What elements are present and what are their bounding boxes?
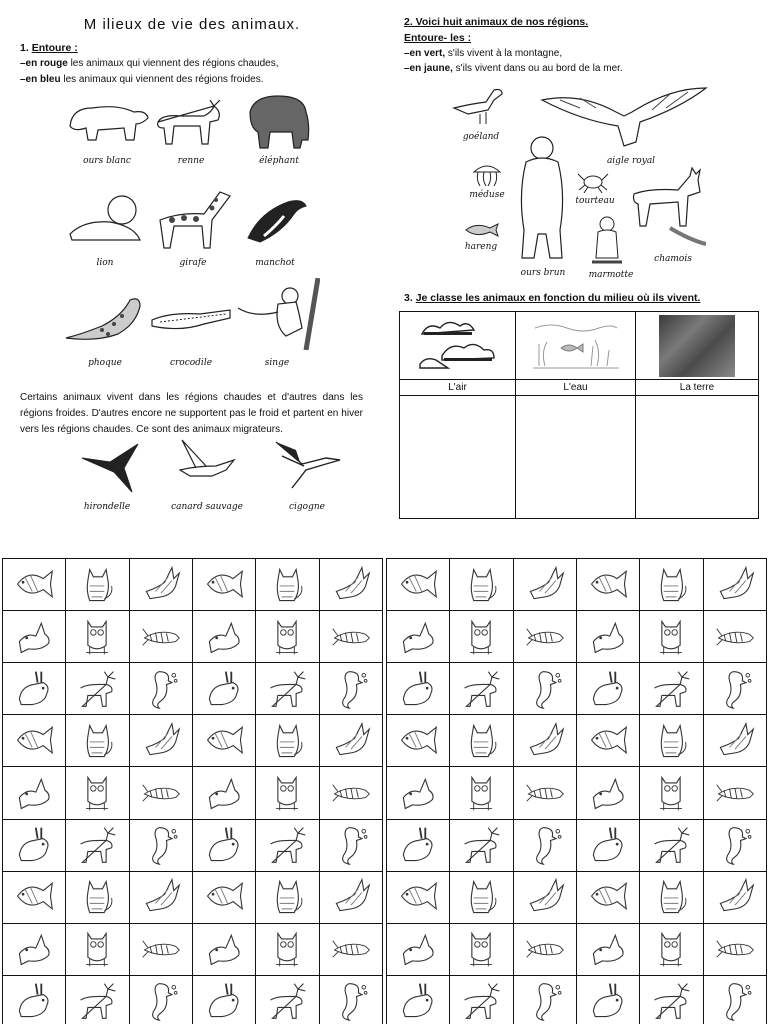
section3-title: Je classe les animaux en fonction du milieu où ils vivent.	[415, 292, 701, 304]
animal-card-dove	[387, 924, 450, 976]
lion-drawing	[64, 192, 144, 246]
column-air: L'air	[400, 380, 516, 396]
animal-card-dove	[193, 767, 256, 819]
seahorse-icon	[329, 980, 373, 1022]
cat-icon	[75, 876, 119, 918]
animal-card-dove	[577, 611, 640, 663]
marmot-drawing	[592, 214, 622, 266]
animal-card-rabbit	[577, 820, 640, 872]
animal-card-reindeer	[450, 976, 513, 1024]
shrimp-icon	[523, 772, 567, 814]
reindeer-icon	[649, 824, 693, 866]
migration-text: Certains animaux vivent dans les régions chaudes et d'autres dans les régions froides. D'autres encore ne supportent pas le froid et partent en hiver vers les régions chaudes. Ce sont des animaux migrateurs.	[20, 392, 363, 435]
animal-card-seahorse	[130, 976, 193, 1024]
fish-icon	[396, 564, 440, 606]
bird-icon	[139, 720, 183, 762]
dove-icon	[202, 928, 246, 970]
elephant-drawing	[244, 92, 316, 152]
animal-card-shrimp	[320, 924, 383, 976]
reindeer-drawing	[152, 100, 230, 148]
seahorse-icon	[713, 824, 757, 866]
blue-text: les animaux qui viennent des régions froides.	[60, 74, 264, 85]
animal-card-cat	[640, 715, 703, 767]
animal-card-dove	[3, 611, 66, 663]
animal-card-rabbit	[3, 976, 66, 1024]
seahorse-icon	[139, 980, 183, 1022]
animal-card-rabbit	[193, 976, 256, 1024]
animal-card-bird	[130, 715, 193, 767]
animal-card-fish	[387, 559, 450, 611]
animal-card-bird	[704, 872, 767, 924]
animal-card-reindeer	[450, 820, 513, 872]
animal-card-dove	[193, 924, 256, 976]
shrimp-icon	[523, 928, 567, 970]
owl-icon	[649, 928, 693, 970]
bird-icon	[523, 720, 567, 762]
penguin-drawing	[240, 192, 310, 246]
owl-icon	[649, 772, 693, 814]
jellyfish-drawing	[470, 160, 504, 188]
cat-icon	[265, 564, 309, 606]
animal-card-shrimp	[130, 924, 193, 976]
animal-label-renne: renne	[177, 156, 205, 166]
animal-card-dove	[3, 767, 66, 819]
animal-card-shrimp	[514, 924, 577, 976]
animal-card-owl	[66, 924, 129, 976]
animal-card-cat	[450, 872, 513, 924]
reindeer-icon	[459, 668, 503, 710]
animal-card-shrimp	[514, 611, 577, 663]
section2-instruction-yellow	[404, 63, 623, 74]
animal-card-owl	[66, 611, 129, 663]
owl-icon	[75, 772, 119, 814]
animal-card-reindeer	[66, 663, 129, 715]
crab-drawing	[576, 168, 610, 194]
reindeer-icon	[75, 668, 119, 710]
reindeer-icon	[649, 668, 693, 710]
owl-icon	[649, 616, 693, 658]
animal-card-fish	[193, 715, 256, 767]
dove-icon	[586, 928, 630, 970]
fish-icon	[202, 876, 246, 918]
cat-icon	[75, 720, 119, 762]
animal-card-seahorse	[320, 820, 383, 872]
dove-icon	[396, 772, 440, 814]
animal-card-reindeer	[450, 663, 513, 715]
section2-instruction-green	[404, 48, 562, 59]
clouds-icon	[418, 316, 498, 372]
animal-card-reindeer	[256, 663, 319, 715]
crocodile-drawing	[150, 298, 232, 338]
bird-icon	[329, 564, 373, 606]
animal-card-reindeer	[256, 820, 319, 872]
cat-icon	[649, 720, 693, 762]
cat-icon	[459, 720, 503, 762]
rabbit-icon	[586, 980, 630, 1022]
animal-card-rabbit	[193, 820, 256, 872]
bird-icon	[523, 564, 567, 606]
seahorse-icon	[139, 824, 183, 866]
animal-card-fish	[3, 872, 66, 924]
animal-card-rabbit	[3, 820, 66, 872]
reindeer-icon	[265, 824, 309, 866]
animal-card-rabbit	[3, 663, 66, 715]
animal-card-fish	[387, 872, 450, 924]
reindeer-icon	[649, 980, 693, 1022]
animal-card-rabbit	[577, 663, 640, 715]
animal-card-shrimp	[704, 924, 767, 976]
animal-label-crocodile: crocodile	[169, 358, 213, 368]
animal-card-dove	[193, 611, 256, 663]
stork-drawing	[272, 436, 342, 492]
bird-icon	[713, 876, 757, 918]
animal-card-cat	[66, 715, 129, 767]
fish-icon	[202, 564, 246, 606]
animal-card-bird	[704, 715, 767, 767]
seahorse-icon	[523, 980, 567, 1022]
rabbit-icon	[12, 824, 56, 866]
seahorse-icon	[713, 980, 757, 1022]
bird-icon	[329, 720, 373, 762]
yellow-text: s'ils vivent dans ou au bord de la mer.	[452, 63, 623, 74]
column-land: La terre	[636, 380, 759, 396]
reindeer-icon	[265, 668, 309, 710]
animal-card-dove	[577, 767, 640, 819]
section1-instruction-blue	[20, 74, 263, 85]
animal-card-shrimp	[130, 767, 193, 819]
animal-card-shrimp	[704, 611, 767, 663]
animal-card-cat	[66, 559, 129, 611]
dove-icon	[202, 616, 246, 658]
animal-card-reindeer	[66, 976, 129, 1024]
animal-card-grid-right	[386, 558, 767, 1024]
bird-icon	[139, 876, 183, 918]
animal-card-grid-left	[2, 558, 383, 1024]
section3-heading	[404, 292, 700, 304]
dove-icon	[12, 616, 56, 658]
cat-icon	[459, 876, 503, 918]
chamois-drawing	[630, 166, 706, 248]
animal-label-hirondelle: hirondelle	[83, 502, 131, 512]
swallow-drawing	[80, 438, 142, 494]
animal-card-owl	[450, 767, 513, 819]
animal-card-owl	[640, 767, 703, 819]
shrimp-icon	[329, 616, 373, 658]
seagull-drawing	[450, 82, 506, 126]
animal-label-singe: singe	[264, 358, 290, 368]
dove-icon	[12, 772, 56, 814]
dove-icon	[396, 616, 440, 658]
animal-label-ours-brun: ours brun	[520, 268, 566, 278]
section1-heading	[20, 42, 78, 54]
page-title: M ilieux de vie des animaux.	[83, 16, 301, 33]
classification-table	[399, 311, 759, 519]
animal-card-cat	[450, 559, 513, 611]
shrimp-icon	[523, 616, 567, 658]
section2-heading	[404, 16, 588, 28]
cat-icon	[265, 876, 309, 918]
fish-icon	[12, 876, 56, 918]
animal-card-cat	[66, 872, 129, 924]
animal-card-owl	[450, 924, 513, 976]
animal-card-owl	[256, 924, 319, 976]
animal-card-fish	[193, 872, 256, 924]
animal-label-tourteau: tourteau	[575, 196, 615, 206]
rabbit-icon	[396, 824, 440, 866]
animal-card-shrimp	[514, 767, 577, 819]
rabbit-icon	[12, 668, 56, 710]
rabbit-icon	[586, 668, 630, 710]
animal-label-goeland: goéland	[462, 132, 500, 142]
animal-card-dove	[3, 924, 66, 976]
animal-card-cat	[640, 872, 703, 924]
animal-card-bird	[130, 872, 193, 924]
animal-label-girafe: girafe	[179, 258, 207, 268]
rabbit-icon	[586, 824, 630, 866]
reindeer-icon	[459, 980, 503, 1022]
animal-card-owl	[66, 767, 129, 819]
shrimp-icon	[329, 928, 373, 970]
shrimp-icon	[713, 772, 757, 814]
seahorse-icon	[329, 824, 373, 866]
polar-bear-drawing	[62, 96, 154, 146]
animal-card-cat	[640, 559, 703, 611]
red-label: –en rouge	[20, 58, 68, 69]
animal-card-shrimp	[320, 611, 383, 663]
cat-icon	[75, 564, 119, 606]
animal-card-bird	[130, 559, 193, 611]
owl-icon	[265, 616, 309, 658]
animal-card-seahorse	[704, 820, 767, 872]
rabbit-icon	[202, 824, 246, 866]
animal-card-seahorse	[320, 976, 383, 1024]
animal-card-fish	[577, 872, 640, 924]
wild-duck-drawing	[176, 436, 238, 492]
seahorse-icon	[523, 668, 567, 710]
reindeer-icon	[265, 980, 309, 1022]
animal-card-bird	[514, 715, 577, 767]
reindeer-icon	[459, 824, 503, 866]
animal-label-lion: lion	[96, 258, 114, 268]
animal-card-bird	[320, 715, 383, 767]
green-text: s'ils vivent à la montagne,	[445, 48, 563, 59]
animal-card-reindeer	[640, 820, 703, 872]
cat-icon	[649, 564, 693, 606]
animal-card-seahorse	[130, 820, 193, 872]
blue-label: –en bleu	[20, 74, 61, 85]
bird-icon	[329, 876, 373, 918]
animal-label-ours-blanc: ours blanc	[83, 156, 131, 166]
yellow-label: –en jaune,	[404, 63, 453, 74]
land-image-cell	[636, 312, 759, 380]
seahorse-icon	[713, 668, 757, 710]
animal-card-cat	[256, 559, 319, 611]
animal-card-seahorse	[704, 976, 767, 1024]
animal-card-shrimp	[130, 611, 193, 663]
animal-card-owl	[256, 767, 319, 819]
section2-title: 2. Voici huit animaux de nos régions.	[404, 16, 589, 28]
air-image-cell	[400, 312, 516, 380]
animal-card-bird	[704, 559, 767, 611]
animal-card-seahorse	[514, 663, 577, 715]
owl-icon	[75, 616, 119, 658]
cat-icon	[649, 876, 693, 918]
animal-card-bird	[320, 872, 383, 924]
fish-icon	[202, 720, 246, 762]
giraffe-drawing	[150, 186, 236, 250]
reindeer-icon	[75, 824, 119, 866]
dove-icon	[396, 928, 440, 970]
animal-card-reindeer	[640, 663, 703, 715]
fish-icon	[586, 564, 630, 606]
seal-drawing	[62, 290, 144, 344]
owl-icon	[265, 928, 309, 970]
animal-card-fish	[3, 715, 66, 767]
earth-photo	[659, 315, 735, 377]
animal-card-bird	[320, 559, 383, 611]
water-answer-cell[interactable]	[516, 396, 636, 519]
animal-label-marmotte: marmotte	[588, 270, 634, 280]
animal-card-owl	[450, 611, 513, 663]
fish-icon	[396, 720, 440, 762]
animal-label-phoque: phoque	[88, 358, 122, 368]
animal-card-dove	[577, 924, 640, 976]
owl-icon	[75, 928, 119, 970]
animal-card-fish	[3, 559, 66, 611]
animal-card-rabbit	[193, 663, 256, 715]
shrimp-icon	[139, 928, 183, 970]
seahorse-icon	[329, 668, 373, 710]
monkey-drawing	[234, 278, 320, 350]
bird-icon	[523, 876, 567, 918]
bird-icon	[713, 564, 757, 606]
fish-icon	[12, 564, 56, 606]
shrimp-icon	[329, 772, 373, 814]
owl-icon	[265, 772, 309, 814]
section3-number: 3.	[404, 292, 413, 304]
animal-card-fish	[577, 715, 640, 767]
dove-icon	[586, 772, 630, 814]
red-text: les animaux qui viennent des régions chaudes,	[67, 58, 279, 69]
rabbit-icon	[202, 980, 246, 1022]
migration-paragraph	[20, 390, 363, 438]
seahorse-icon	[139, 668, 183, 710]
animal-card-owl	[640, 924, 703, 976]
dove-icon	[12, 928, 56, 970]
rabbit-icon	[396, 668, 440, 710]
animal-card-shrimp	[320, 767, 383, 819]
fish-icon	[586, 876, 630, 918]
animal-card-dove	[387, 611, 450, 663]
water-image-cell	[516, 312, 636, 380]
animal-card-rabbit	[387, 820, 450, 872]
section2-sub-title: Entoure- les :	[404, 32, 472, 44]
section2-subheading	[404, 32, 471, 44]
section1-instruction-red	[20, 58, 279, 69]
green-label: –en vert,	[404, 48, 446, 59]
animal-label-canard-sauvage: canard sauvage	[171, 502, 243, 512]
fish-icon	[396, 876, 440, 918]
animal-card-reindeer	[640, 976, 703, 1024]
animal-card-fish	[387, 715, 450, 767]
animal-card-rabbit	[387, 976, 450, 1024]
shrimp-icon	[713, 928, 757, 970]
animal-card-seahorse	[514, 976, 577, 1024]
seahorse-icon	[523, 824, 567, 866]
land-answer-cell[interactable]	[636, 396, 759, 519]
shrimp-icon	[139, 772, 183, 814]
dove-icon	[586, 616, 630, 658]
cat-icon	[265, 720, 309, 762]
brown-bear-drawing	[516, 134, 568, 262]
rabbit-icon	[12, 980, 56, 1022]
bird-icon	[713, 720, 757, 762]
bird-icon	[139, 564, 183, 606]
animal-card-seahorse	[704, 663, 767, 715]
animal-label-hareng: hareng	[464, 242, 498, 252]
animal-card-reindeer	[256, 976, 319, 1024]
rabbit-icon	[202, 668, 246, 710]
air-answer-cell[interactable]	[400, 396, 516, 519]
animal-card-fish	[577, 559, 640, 611]
animal-card-shrimp	[704, 767, 767, 819]
section1-number: 1.	[20, 42, 29, 54]
animal-label-elephant: éléphant	[259, 156, 299, 166]
column-water: L'eau	[516, 380, 636, 396]
animal-card-rabbit	[577, 976, 640, 1024]
dove-icon	[202, 772, 246, 814]
shrimp-icon	[139, 616, 183, 658]
animal-card-owl	[256, 611, 319, 663]
animal-label-cigogne: cigogne	[289, 502, 325, 512]
owl-icon	[459, 928, 503, 970]
reindeer-icon	[75, 980, 119, 1022]
fish-icon	[12, 720, 56, 762]
herring-drawing	[464, 222, 500, 238]
animal-card-cat	[256, 715, 319, 767]
animal-label-meduse: méduse	[469, 190, 505, 200]
animal-card-bird	[514, 872, 577, 924]
animal-label-manchot: manchot	[255, 258, 295, 268]
shrimp-icon	[713, 616, 757, 658]
animal-card-dove	[387, 767, 450, 819]
animal-card-fish	[193, 559, 256, 611]
animal-card-bird	[514, 559, 577, 611]
animal-card-owl	[640, 611, 703, 663]
rabbit-icon	[396, 980, 440, 1022]
owl-icon	[459, 772, 503, 814]
animal-card-seahorse	[130, 663, 193, 715]
animal-card-reindeer	[66, 820, 129, 872]
animal-card-cat	[256, 872, 319, 924]
animal-card-cat	[450, 715, 513, 767]
animal-label-aigle-royal: aigle royal	[606, 156, 656, 166]
animal-label-chamois: chamois	[654, 254, 692, 264]
animal-card-rabbit	[387, 663, 450, 715]
seabed-icon	[531, 316, 621, 372]
owl-icon	[459, 616, 503, 658]
animal-card-seahorse	[320, 663, 383, 715]
section1-title: Entoure :	[31, 42, 78, 54]
fish-icon	[586, 720, 630, 762]
animal-card-seahorse	[514, 820, 577, 872]
cat-icon	[459, 564, 503, 606]
